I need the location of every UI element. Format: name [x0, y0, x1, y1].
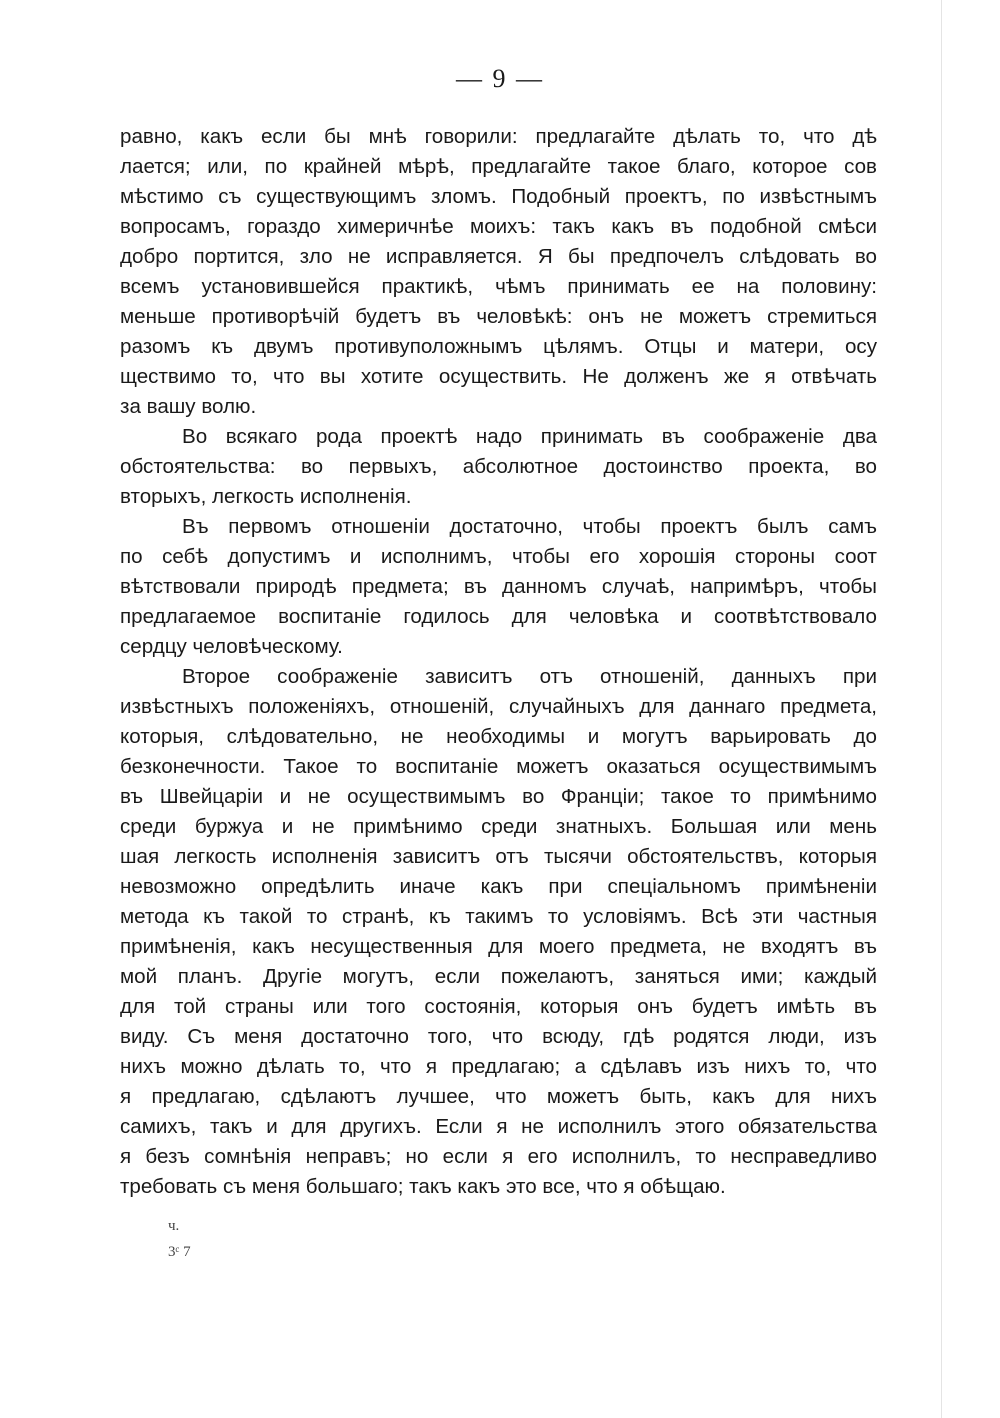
- text-line: среди буржуа и не примѣнимо среди знатныхъ. Большая или мень: [120, 815, 877, 838]
- text-line: равно, какъ если бы мнѣ говорили: предлагайте дѣлать то, что дѣ: [120, 125, 877, 148]
- body-text: [120, 122, 877, 1202]
- text-line: примѣненія, какъ несущественныя для моего предмета, не входятъ въ: [120, 935, 877, 958]
- text-line: добро портится, зло не исправляется. Я бы предпочелъ слѣдовать во: [120, 245, 877, 268]
- text-line: метода къ такой то странѣ, къ такимъ то условіямъ. Всѣ эти частныя: [120, 905, 877, 928]
- text-line: Второе соображеніе зависитъ отъ отношеній, данныхъ при: [182, 665, 877, 688]
- text-line: требовать съ меня большаго; такъ какъ это все, что я обѣщаю.: [120, 1175, 726, 1198]
- text-line: я безъ сомнѣнія неправъ; но если я его исполнилъ, то несправедливо: [120, 1145, 877, 1168]
- text-line: я предлагаю, сдѣлаютъ лучшее, что можетъ быть, какъ для нихъ: [120, 1085, 877, 1108]
- text-line: мой планъ. Другіе могутъ, если пожелаютъ, заняться ими; каждый: [120, 965, 877, 988]
- text-line: виду. Съ меня достаточно того, что всюду, гдѣ родятся люди, изъ: [120, 1025, 877, 1048]
- text-line: вѣтствовали природѣ предмета; въ данномъ случаѣ, напримѣръ, чтобы: [120, 575, 877, 598]
- text-line: которыя, слѣдовательно, не необходимы и могутъ варьировать до: [120, 725, 877, 748]
- text-line: нихъ можно дѣлать то, что я предлагаю; а сдѣлавъ изъ нихъ то, что: [120, 1055, 877, 1078]
- text-line: ществимо то, что вы хотите осуществить. Не долженъ же я отвѣчать: [120, 365, 877, 388]
- text-line: меньше противорѣчій будетъ въ человѣкѣ: онъ не можетъ стремиться: [120, 305, 877, 328]
- page-number: — 9 —: [456, 64, 544, 93]
- text-line: лается; или, по крайней мѣрѣ, предлагайте такое благо, которое сов: [120, 155, 877, 178]
- page-edge-line: [941, 0, 942, 1418]
- text-line: обстоятельства: во первыхъ, абсолютное достоинство проекта, во: [120, 455, 877, 478]
- text-line: по себѣ допустимъ и исполнимъ, чтобы его хорошія стороны соот: [120, 545, 877, 568]
- text-line: шая легкость исполненія зависитъ отъ тысячи обстоятельствъ, которыя: [120, 845, 877, 868]
- text-line: за вашу волю.: [120, 395, 257, 418]
- footer-mark: ч.: [168, 1218, 180, 1234]
- text-line: въ Швейцаріи и не осуществимымъ во Франціи; такое то примѣнимо: [120, 785, 877, 808]
- text-line: предлагаемое воспитаніе годилось для человѣка и соотвѣтствовало: [120, 605, 877, 628]
- text-line: самихъ, такъ и для другихъ. Если я не исполнилъ этого обязательства: [120, 1115, 877, 1138]
- text-line: вторыхъ, легкость исполненія.: [120, 485, 412, 508]
- text-line: сердцу человѣческому.: [120, 635, 343, 658]
- text-line: для той страны или того состоянія, которыя онъ будетъ имѣть въ: [120, 995, 877, 1018]
- footer-mark: 3ᶜ 7: [168, 1244, 191, 1260]
- text-line: извѣстныхъ положеніяхъ, отношеній, случайныхъ для даннаго предмета,: [120, 695, 877, 718]
- text-line: Въ первомъ отношеніи достаточно, чтобы проектъ былъ самъ: [182, 515, 877, 538]
- text-line: разомъ къ двумъ противуположнымъ цѣлямъ. Отцы и матери, осу: [120, 335, 877, 358]
- text-line: вопросамъ, гораздо химеричнѣе моихъ: такъ какъ въ подобной смѣси: [120, 215, 877, 238]
- text-line: невозможно опредѣлить иначе какъ при спеціальномъ примѣненіи: [120, 875, 877, 898]
- text-line: Во всякаго рода проектѣ надо принимать въ соображеніе два: [182, 425, 877, 448]
- text-line: мѣстимо съ существующимъ зломъ. Подобный проектъ, по извѣстнымъ: [120, 185, 877, 208]
- text-line: безконечности. Такое то воспитаніе можетъ оказаться осуществимымъ: [120, 755, 877, 778]
- text-line: всемъ установившейся практикѣ, чѣмъ принимать ее на половину:: [120, 275, 877, 298]
